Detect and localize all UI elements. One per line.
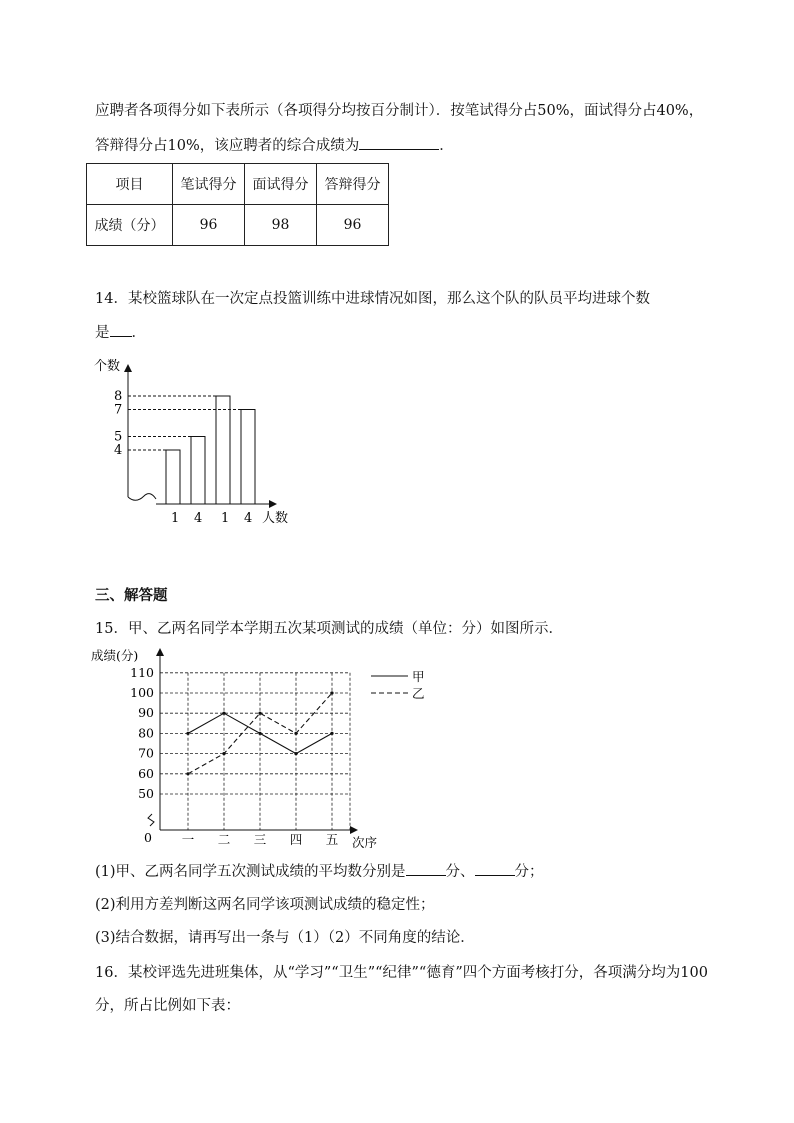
data-point	[222, 712, 225, 715]
y-tick-label: 70	[138, 745, 154, 761]
y-tick-label: 7	[114, 402, 123, 418]
q13-line-2	[95, 135, 454, 156]
legend-label: 乙	[412, 686, 425, 701]
table-cell: 成绩（分）	[87, 205, 173, 246]
line-chart-ylabel: 成绩(分)	[91, 648, 139, 663]
table-cell: 98	[245, 205, 317, 246]
line-chart-xlabel: 次序	[352, 835, 378, 850]
q14-line-1: 14．某校篮球队在一次定点投篮训练中进球情况如图，那么这个队的队员平均进球个数	[95, 291, 650, 307]
x-tick-label: 三	[253, 832, 267, 847]
x-tick-label: 1	[171, 511, 180, 526]
bar	[216, 396, 230, 504]
q13-answer-blank[interactable]	[359, 135, 439, 150]
data-point	[330, 691, 333, 694]
bar	[241, 410, 255, 505]
x-tick-label: 1	[221, 511, 230, 526]
data-point	[186, 772, 189, 775]
table-header-cell: 答辩得分	[317, 164, 389, 205]
x-tick-label: 四	[289, 832, 303, 847]
table-header-cell: 面试得分	[245, 164, 317, 205]
q15-sub-1-text: (1)甲、乙两名同学五次测试成绩的平均数分别是	[95, 864, 406, 880]
y-tick-label: 5	[114, 429, 123, 445]
q15-answer-blank-1[interactable]	[406, 861, 446, 876]
line-chart-legend	[371, 669, 425, 701]
q13-line-1: 应聘者各项得分如下表所示（各项得分均按百分制计）．按笔试得分占50%，面试得分占40%，	[95, 103, 704, 119]
y-tick-label: 50	[138, 786, 154, 801]
data-point	[294, 732, 297, 735]
x-tick-label: 二	[217, 832, 231, 847]
line-chart-origin: 0	[144, 830, 152, 845]
q15-sub-1-mid: 分、	[445, 864, 475, 880]
q15-sub-1	[95, 861, 544, 882]
data-point	[222, 752, 225, 755]
score-table	[86, 163, 389, 246]
q15-line-1: 15．甲、乙两名同学本学期五次某项测试的成绩（单位：分）如图所示．	[95, 621, 563, 637]
data-point	[294, 752, 297, 755]
section-title: 三、解答题	[95, 587, 168, 604]
table-cell: 96	[173, 205, 245, 246]
data-point	[258, 732, 261, 735]
axis-break-mark	[148, 814, 154, 826]
bar	[166, 450, 180, 504]
data-point	[330, 732, 333, 735]
bar-chart-ylabel: 个数	[94, 359, 121, 374]
q13-line-2-end: ．	[439, 138, 454, 154]
axis-break-mark	[128, 494, 156, 501]
table-header-cell: 项目	[87, 164, 173, 205]
score-table-row	[87, 205, 389, 246]
y-tick-label: 4	[114, 443, 123, 458]
y-tick-label: 100	[130, 685, 154, 700]
y-tick-label: 80	[138, 725, 154, 741]
y-tick-label: 8	[114, 389, 123, 404]
q16-line-1: 16．某校评选先进班集体，从“学习”“卫生”“纪律”“德育”四个方面考核打分，各项满分均为100	[95, 965, 708, 981]
table-header-cell: 笔试得分	[173, 164, 245, 205]
basketball-bar-chart	[90, 352, 300, 532]
table-cell: 96	[317, 205, 389, 246]
x-tick-label: 4	[194, 511, 203, 526]
q14-line-2-end: ．	[131, 325, 146, 341]
q15-sub-1-end: 分；	[514, 864, 544, 880]
x-tick-label: 一	[181, 832, 195, 847]
q16-line-2: 分，所占比例如下表：	[95, 998, 240, 1014]
y-tick-label: 60	[138, 765, 154, 781]
score-line-chart	[88, 644, 428, 854]
q14-answer-blank[interactable]	[110, 322, 132, 337]
data-point	[258, 712, 261, 715]
bar	[191, 437, 205, 505]
q14-line-2-text: 是	[95, 325, 110, 341]
score-table-header-row	[87, 164, 389, 205]
q14-line-2	[95, 322, 146, 343]
q15-answer-blank-2[interactable]	[475, 861, 515, 876]
legend-label: 甲	[412, 669, 425, 684]
bar-chart-xlabel: 人数	[262, 511, 289, 526]
x-tick-label: 五	[325, 832, 339, 847]
y-tick-label: 110	[130, 664, 154, 680]
x-tick-label: 4	[244, 511, 253, 526]
data-point	[186, 732, 189, 735]
q13-line-2-text: 答辩得分占10%，该应聘者的综合成绩为	[95, 138, 360, 154]
y-tick-label: 90	[138, 705, 154, 721]
q15-sub-3: (3)结合数据，请再写出一条与（1）（2）不同角度的结论．	[95, 930, 475, 946]
q15-sub-2: (2)利用方差判断这两名同学该项测试成绩的稳定性；	[95, 897, 435, 913]
